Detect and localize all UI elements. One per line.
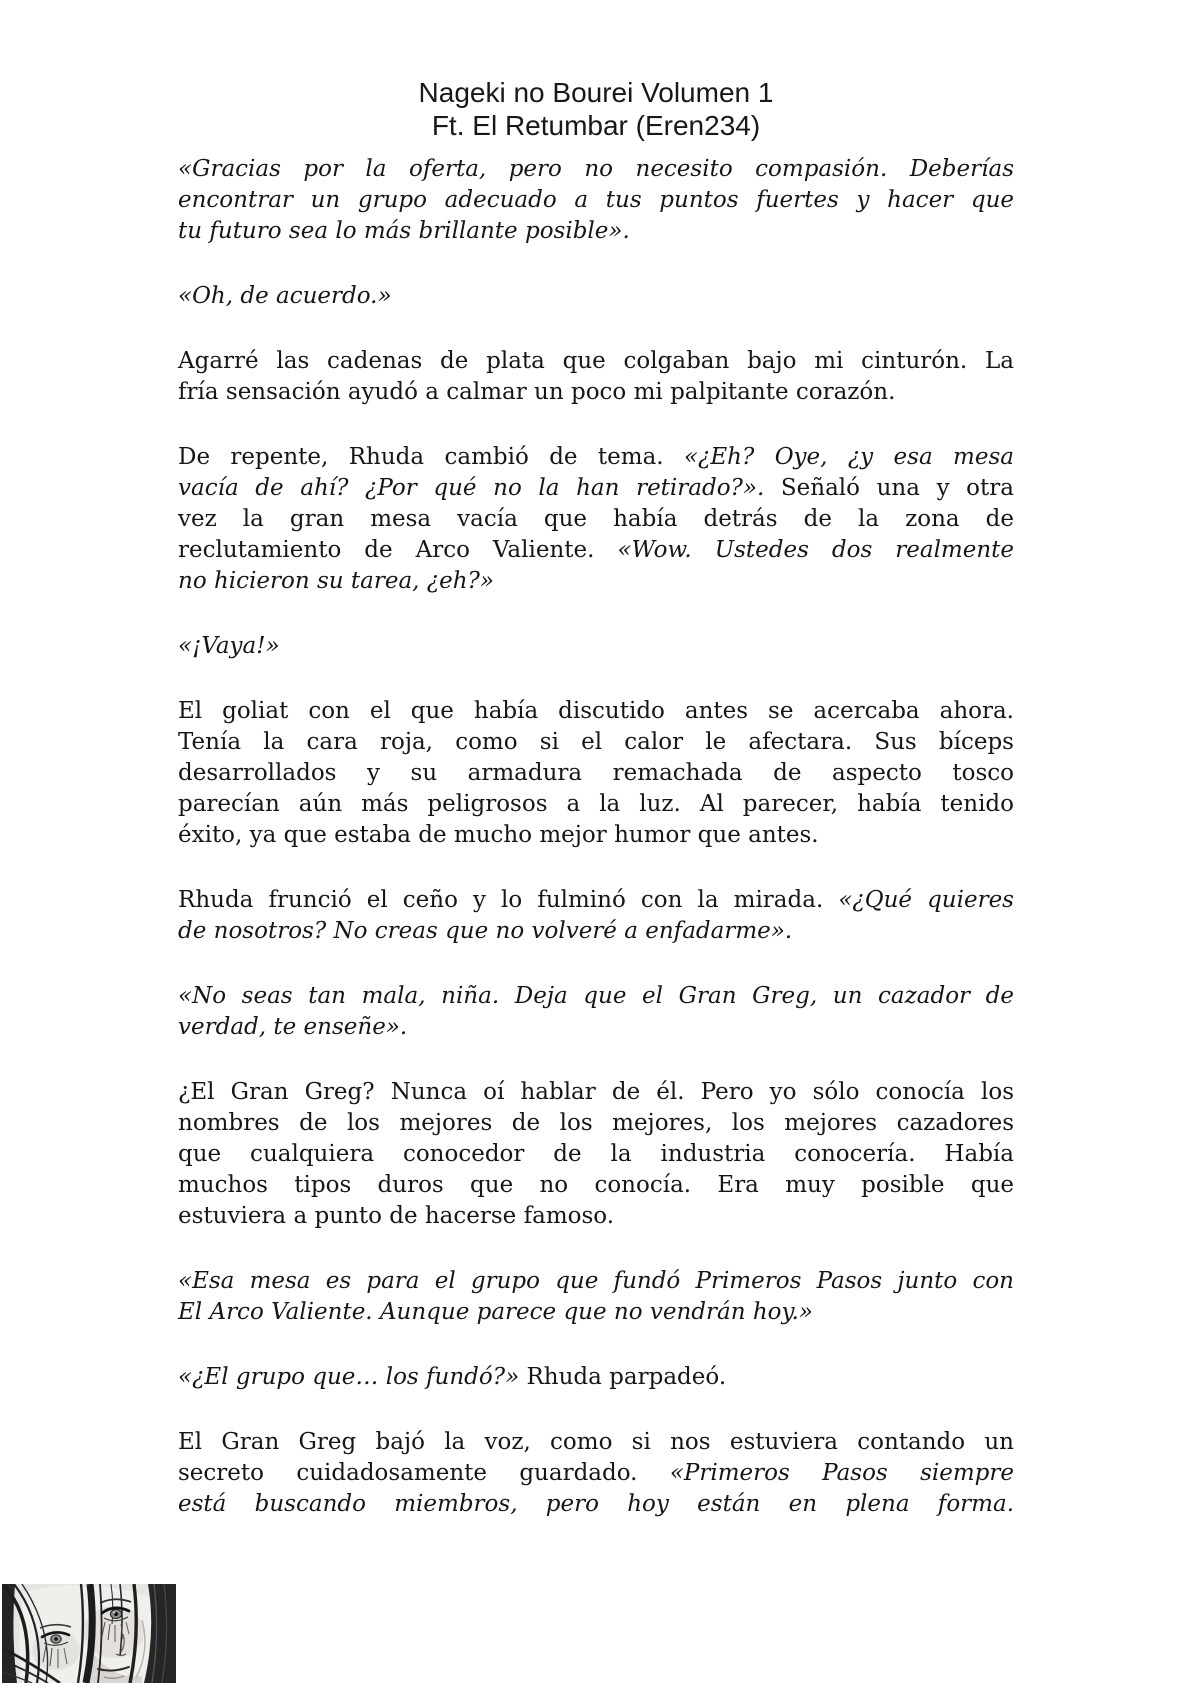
quote-text: El Arco Valiente. Aunque parece que no vendrán hoy.» bbox=[178, 1299, 813, 1325]
quote-text: de nosotros? No creas que no volveré a enfadarme». bbox=[178, 918, 793, 944]
paragraph bbox=[178, 1427, 1014, 1520]
text-line bbox=[178, 1077, 1014, 1108]
text-line bbox=[178, 1012, 1014, 1043]
quote-text: «Oh, de acuerdo.» bbox=[178, 283, 392, 309]
text-line bbox=[178, 758, 1014, 789]
manga-artwork bbox=[2, 1584, 176, 1683]
narration-text: ¿El Gran Greg? Nunca oí hablar de él. Pero yo sólo conocía los bbox=[178, 1079, 1014, 1105]
quote-text: «¡Vaya!» bbox=[178, 633, 280, 659]
text-line bbox=[178, 473, 1014, 504]
text-body bbox=[178, 154, 1014, 1520]
title-line-1: Nageki no Bourei Volumen 1 bbox=[418, 77, 774, 108]
text-line bbox=[178, 1139, 1014, 1170]
quote-text: «No seas tan mala, niña. Deja que el Gran Greg, un cazador de bbox=[178, 983, 1014, 1009]
quote-text: encontrar un grupo adecuado a tus puntos fuertes y hacer que bbox=[178, 187, 1014, 213]
quote-text: «¿Eh? Oye, ¿y esa mesa bbox=[683, 444, 1014, 470]
quote-text: «¿Qué quieres bbox=[838, 887, 1014, 913]
narration-text: estuviera a punto de hacerse famoso. bbox=[178, 1203, 615, 1229]
text-line bbox=[178, 1489, 1014, 1520]
text-line bbox=[178, 916, 1014, 947]
text-line bbox=[178, 185, 1014, 216]
text-line bbox=[178, 885, 1014, 916]
narration-text: El goliat con el que había discutido antes se acercaba ahora. bbox=[178, 698, 1014, 724]
text-line bbox=[178, 1266, 1014, 1297]
text-line bbox=[178, 1108, 1014, 1139]
narration-text: nombres de los mejores de los mejores, los mejores cazadores bbox=[178, 1110, 1014, 1136]
quote-text: «¿El grupo que… los fundó?» bbox=[178, 1364, 520, 1390]
quote-text: «Gracias por la oferta, pero no necesito compasión. Deberías bbox=[178, 156, 1014, 182]
text-line bbox=[178, 789, 1014, 820]
manga-face-image bbox=[2, 1584, 176, 1683]
text-line bbox=[178, 442, 1014, 473]
narration-text: que cualquiera conocedor de la industria conocería. Había bbox=[178, 1141, 1014, 1167]
paragraph bbox=[178, 696, 1014, 851]
narration-text: Señaló una y otra bbox=[764, 475, 1014, 501]
text-line bbox=[178, 535, 1014, 566]
text-line bbox=[178, 631, 1014, 662]
text-line bbox=[178, 1458, 1014, 1489]
paragraph bbox=[178, 1266, 1014, 1328]
text-line bbox=[178, 696, 1014, 727]
paragraph bbox=[178, 981, 1014, 1043]
narration-text: desarrollados y su armadura remachada de aspecto tosco bbox=[178, 760, 1014, 786]
text-line bbox=[178, 504, 1014, 535]
text-line bbox=[178, 727, 1014, 758]
quote-text: «Esa mesa es para el grupo que fundó Primeros Pasos junto con bbox=[178, 1268, 1014, 1294]
narration-text: éxito, ya que estaba de mucho mejor humor que antes. bbox=[178, 822, 819, 848]
paragraph bbox=[178, 281, 1014, 312]
narration-text: fría sensación ayudó a calmar un poco mi palpitante corazón. bbox=[178, 379, 896, 405]
text-line bbox=[178, 154, 1014, 185]
text-line bbox=[178, 1170, 1014, 1201]
quote-text: vacía de ahí? ¿Por qué no la han retirado?». bbox=[178, 475, 765, 501]
narration-text: reclutamiento de Arco Valiente. bbox=[178, 537, 618, 563]
text-line bbox=[178, 216, 1014, 247]
narration-text: parecían aún más peligrosos a la luz. Al parecer, había tenido bbox=[178, 791, 1014, 817]
paragraph bbox=[178, 154, 1014, 247]
narration-text: vez la gran mesa vacía que había detrás de la zona de bbox=[178, 506, 1014, 532]
text-line bbox=[178, 1427, 1014, 1458]
page-content bbox=[178, 76, 1014, 1554]
text-line bbox=[178, 1297, 1014, 1328]
narration-text: Agarré las cadenas de plata que colgaban bajo mi cinturón. La bbox=[178, 348, 1014, 374]
narration-text: muchos tipos duros que no conocía. Era muy posible que bbox=[178, 1172, 1014, 1198]
text-line bbox=[178, 566, 1014, 597]
document-title bbox=[178, 76, 1014, 142]
narration-text: secreto cuidadosamente guardado. bbox=[178, 1460, 670, 1486]
text-line bbox=[178, 346, 1014, 377]
paragraph bbox=[178, 885, 1014, 947]
quote-text: verdad, te enseñe». bbox=[178, 1014, 408, 1040]
text-line bbox=[178, 1201, 1014, 1232]
text-line bbox=[178, 820, 1014, 851]
paragraph bbox=[178, 1362, 1014, 1393]
paragraph bbox=[178, 346, 1014, 408]
quote-text: «Wow. Ustedes dos realmente bbox=[617, 537, 1015, 563]
text-line bbox=[178, 377, 1014, 408]
narration-text: Rhuda frunció el ceño y lo fulminó con la mirada. bbox=[178, 887, 839, 913]
quote-text: está buscando miembros, pero hoy están en plena forma. bbox=[178, 1491, 1014, 1517]
narration-text: De repente, Rhuda cambió de tema. bbox=[178, 444, 684, 470]
narration-text: Rhuda parpadeó. bbox=[519, 1364, 727, 1390]
paragraph bbox=[178, 1077, 1014, 1232]
text-line bbox=[178, 281, 1014, 312]
quote-text: «Primeros Pasos siempre bbox=[669, 1460, 1014, 1486]
title-line-2: Ft. El Retumbar (Eren234) bbox=[431, 110, 761, 141]
paragraph bbox=[178, 631, 1014, 662]
text-line bbox=[178, 981, 1014, 1012]
text-line bbox=[178, 1362, 1014, 1393]
narration-text: El Gran Greg bajó la voz, como si nos estuviera contando un bbox=[178, 1429, 1014, 1455]
quote-text: no hicieron su tarea, ¿eh?» bbox=[178, 568, 494, 594]
narration-text: Tenía la cara roja, como si el calor le afectara. Sus bíceps bbox=[178, 729, 1014, 755]
quote-text: tu futuro sea lo más brillante posible». bbox=[178, 218, 630, 244]
paragraph bbox=[178, 442, 1014, 597]
